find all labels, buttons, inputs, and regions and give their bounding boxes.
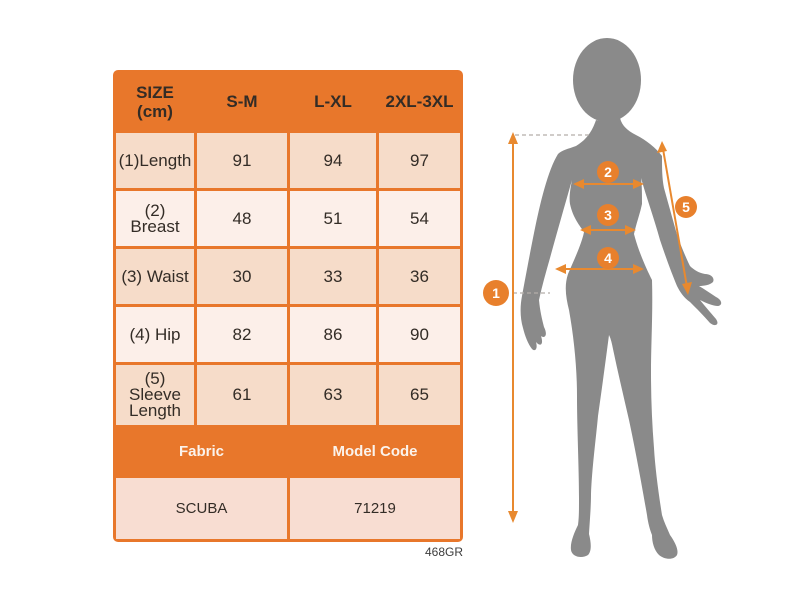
woman-silhouette-figure	[521, 38, 722, 559]
table-row-length	[116, 133, 460, 188]
table-row-breast	[116, 191, 460, 246]
model-code-value: 71219	[290, 478, 460, 539]
product-code-note: 468GR	[424, 545, 463, 559]
value-sleeve-sm: 61	[197, 365, 287, 425]
table-row-sleeve-length	[116, 365, 460, 425]
fabric-value: SCUBA	[116, 478, 287, 539]
value-hip-2xl3xl: 90	[379, 307, 460, 362]
value-waist-lxl: 33	[290, 249, 376, 304]
badge-4-number: 4	[604, 250, 612, 266]
value-breast-sm: 48	[197, 191, 287, 246]
silhouette-head	[573, 38, 641, 122]
value-length-sm: 91	[197, 133, 287, 188]
size-chart-table	[113, 70, 463, 542]
fabric-header: Fabric	[116, 428, 287, 475]
value-length-2xl3xl: 97	[379, 133, 460, 188]
size-unit-label: (cm)	[137, 101, 173, 121]
size-table-header-group	[116, 73, 460, 130]
badge-1	[483, 280, 509, 306]
header-row	[116, 73, 460, 130]
badge-3	[597, 204, 619, 226]
row-label-sleeve-length: (5) Sleeve Length	[116, 365, 194, 425]
badge-2-number: 2	[604, 164, 612, 180]
length-arrow	[508, 132, 518, 523]
size-unit-header	[116, 73, 194, 130]
badge-2	[597, 161, 619, 183]
value-sleeve-lxl: 63	[290, 365, 376, 425]
table-row-waist	[116, 249, 460, 304]
size-table-footer	[116, 428, 460, 539]
badge-5-number: 5	[682, 199, 690, 215]
row-label-length: (1)Length	[116, 133, 194, 188]
table-row-hip	[116, 307, 460, 362]
value-hip-sm: 82	[197, 307, 287, 362]
value-hip-lxl: 86	[290, 307, 376, 362]
value-breast-lxl: 51	[290, 191, 376, 246]
row-label-breast: (2) Breast	[116, 191, 194, 246]
measurement-figure	[470, 28, 770, 578]
col-header-2xl-3xl: 2XL-3XL	[379, 73, 460, 130]
fabric-header-row	[116, 428, 460, 475]
badge-5	[675, 196, 697, 218]
value-breast-2xl3xl: 54	[379, 191, 460, 246]
value-sleeve-2xl3xl: 65	[379, 365, 460, 425]
row-label-hip: (4) Hip	[116, 307, 194, 362]
model-code-header: Model Code	[290, 428, 460, 475]
row-label-waist: (3) Waist	[116, 249, 194, 304]
fabric-value-row	[116, 478, 460, 539]
badge-1-number: 1	[492, 285, 500, 301]
value-waist-sm: 30	[197, 249, 287, 304]
value-waist-2xl3xl: 36	[379, 249, 460, 304]
badge-4	[597, 247, 619, 269]
col-header-s-m: S-M	[197, 73, 287, 130]
badge-3-number: 3	[604, 207, 612, 223]
size-table-body	[116, 133, 460, 425]
size-label: SIZE	[136, 82, 174, 102]
value-length-lxl: 94	[290, 133, 376, 188]
col-header-l-xl: L-XL	[290, 73, 376, 130]
